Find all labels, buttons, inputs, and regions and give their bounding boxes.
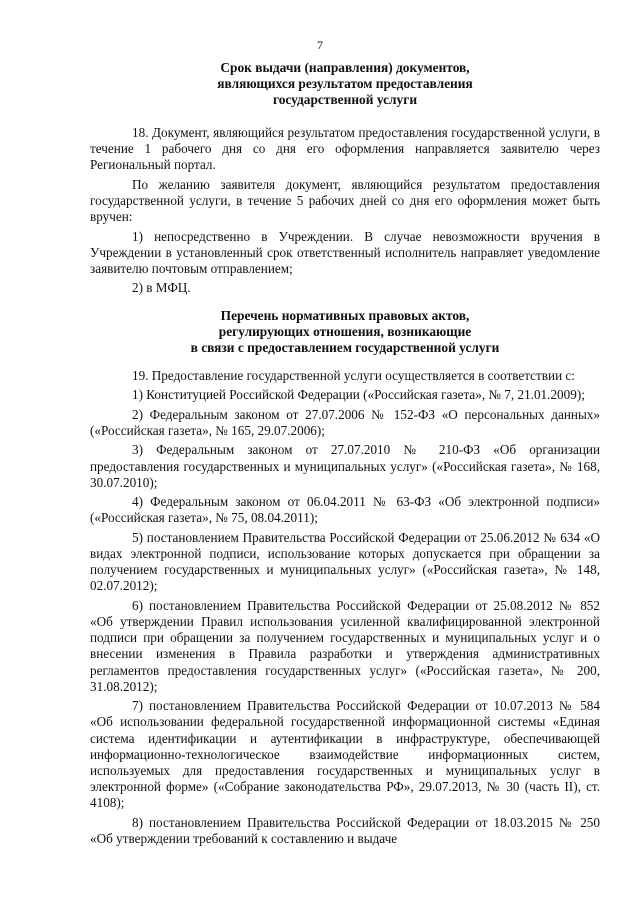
section-heading-delivery-term: [90, 60, 600, 108]
heading-line: являющихся результатом предоставления: [217, 76, 473, 91]
list-item: 8) постановлением Правительства Российской Федерации от 18.03.2015 № 250 «Об утверждении требований к составлению и выдаче: [90, 814, 600, 846]
list-item: 1) Конституцией Российской Федерации («Российская газета», № 7, 21.01.2009);: [132, 387, 585, 403]
paragraph: По желанию заявителя документ, являющийся результатом предоставления государственной услуги, в течение 5 рабочих дней со дня его оформления может быть вручен:: [90, 176, 600, 225]
list-item: 3) Федеральным законом от 27.07.2010 № 210-ФЗ «Об организации предоставления государственных и муниципальных услуг» («Российская газета», № 168, 30.07.2010);: [90, 442, 600, 490]
paragraph: 1) непосредственно в Учреждении. В случае невозможности вручения в Учреждении в установленный срок ответственный исполнитель направляет уведомление заявителю почтовым отправлением;: [90, 228, 600, 276]
paragraph: 19. Предоставление государственной услуги осуществляется в соответствии с:: [132, 368, 575, 383]
heading-line: Срок выдачи (направления) документов,: [220, 60, 470, 75]
heading-line: государственной услуги: [272, 92, 418, 107]
heading-line: в связи с предоставлением государственной услуги: [190, 340, 500, 355]
section-body-legal-acts: [90, 368, 600, 847]
list-item: 4) Федеральным законом от 06.04.2011 № 63-ФЗ «Об электронной подписи» («Российская газета», № 75, 08.04.2011);: [90, 494, 600, 526]
section-body-delivery-term: [90, 125, 600, 297]
page-number: 7: [317, 38, 323, 52]
paragraph: 2) в МФЦ.: [132, 280, 191, 296]
heading-line: регулирующих отношения, возникающие: [218, 324, 472, 339]
list-item: 6) постановлением Правительства Российской Федерации от 25.08.2012 № 852 «Об утверждении Правил использования усиленной квалифицированной электронной подписи при обращении за получением государственных и муниципальных услуг и о внесении изменения в Правила разработки и утверждения административных регламентов предоставления государственных услуг» («Российская газета», № 200, 31.08.2012);: [90, 597, 600, 694]
list-item: 2) Федеральным законом от 27.07.2006 № 152-ФЗ «О персональных данных» («Российская газета», № 165, 29.07.2006);: [90, 406, 600, 438]
section-heading-legal-acts: [90, 308, 600, 356]
heading-line: Перечень нормативных правовых актов,: [220, 308, 470, 323]
list-item: 7) постановлением Правительства Российской Федерации от 10.07.2013 № 584 «Об использовании федеральной государственной информационной системы «Единая система идентификации и аутентификации в инфраструктуре, обеспечивающей информационно-технологическое взаимодействие информационных систем, используемых для предоставления государственных и муниципальных услуг в электронной форме» («Собрание законодательства РФ», 29.07.2013, № 30 (часть II), ст. 4108);: [90, 698, 600, 811]
list-item: 5) постановлением Правительства Российской Федерации от 25.06.2012 № 634 «О видах электронной подписи, использование которых допускается при обращении за получением государственных и муниципальных услуг» («Российская газета», № 148, 02.07.2012);: [90, 529, 600, 594]
paragraph: 18. Документ, являющийся результатом предоставления государственной услуги, в течение 1 рабочего дня со дня его оформления направляется заявителю через Региональный портал.: [90, 125, 600, 173]
